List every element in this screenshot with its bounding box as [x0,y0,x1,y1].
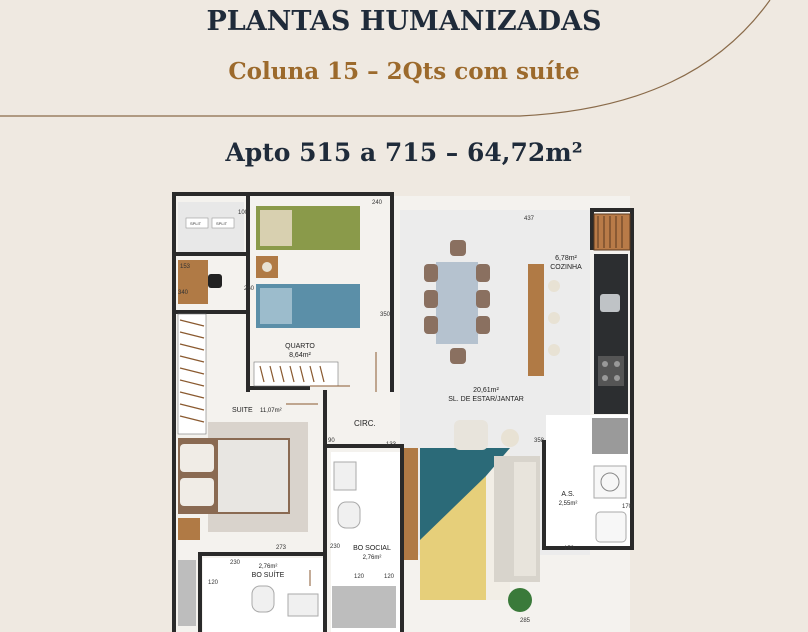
washing-machine [594,466,626,498]
split-label: SPLIT [216,221,228,226]
split-label: SPLIT [190,221,202,226]
dimension-label: 285 [520,618,531,624]
sink [600,294,620,312]
dimension-label: 153 [180,264,191,270]
room-name-as: A.S. [561,491,575,498]
room-name-circ: CIRC. [354,419,376,428]
room-area-suite: 11,07m² [260,408,282,414]
room-name-bo-social: BO SOCIAL [353,545,391,552]
kitchen-counter [594,254,628,414]
dimension-label: 170 [622,504,633,510]
social-sink [334,462,356,490]
quarto-wardrobe [254,362,338,386]
room-name-suite: SUITE [232,407,253,414]
page-title: PLANTAS HUMANIZADAS [206,6,602,37]
dimension-label: 273 [276,545,287,551]
balcony-deck [594,214,630,250]
fridge [592,418,628,454]
floor-plan [168,190,638,632]
suite-shower [178,560,196,626]
nightstand [178,518,200,540]
dimension-label: 350 [380,312,391,318]
plant [508,588,532,612]
dimension-label: 358 [534,438,545,444]
room-name-sala: SL. DE ESTAR/JANTAR [448,396,524,403]
dimension-label: 240 [372,200,383,206]
dimension-label: 90 [328,438,335,444]
armchair [454,420,488,450]
dimension-label: 120 [208,580,219,586]
dimension-label: 120 [354,574,365,580]
suite-sink [288,594,318,616]
dimension-label: 340 [178,290,189,296]
room-area-as: 2,55m² [558,501,578,507]
room-area-bo-social: 2,76m² [362,555,382,561]
tv-panel [404,448,418,560]
bar-counter [528,264,544,376]
room-name-bo-suite: BO SUÍTE [251,572,285,579]
desk-chair [208,274,222,288]
dimension-label: 150 [564,546,575,552]
room-area-quarto: 8,64m² [289,352,311,359]
room-name-quarto: QUARTO [285,343,315,350]
apartment-heading: Apto 515 a 715 – 64,72m² [225,138,583,167]
cooktop [598,356,624,386]
room-name-cozinha: COZINHA [550,264,582,271]
dimension-label: 100 [238,210,249,216]
laundry-sink [596,512,626,542]
social-toilet [338,502,360,528]
social-shower [332,586,396,628]
dimension-label: 230 [230,560,241,566]
room-area-bo-suite: 2,76m² [258,564,278,570]
room-area-cozinha: 6,78m² [555,255,577,262]
dimension-label: 120 [384,574,395,580]
dimension-label: 133 [386,442,397,448]
dimension-label: 230 [330,544,341,550]
page-subtitle: Coluna 15 – 2Qts com suíte [228,58,580,85]
dimension-label: 437 [524,216,535,222]
dining-table [436,262,478,344]
suite-toilet [252,586,274,612]
room-area-sala: 20,61m² [473,387,499,394]
dimension-label: 260 [244,286,255,292]
